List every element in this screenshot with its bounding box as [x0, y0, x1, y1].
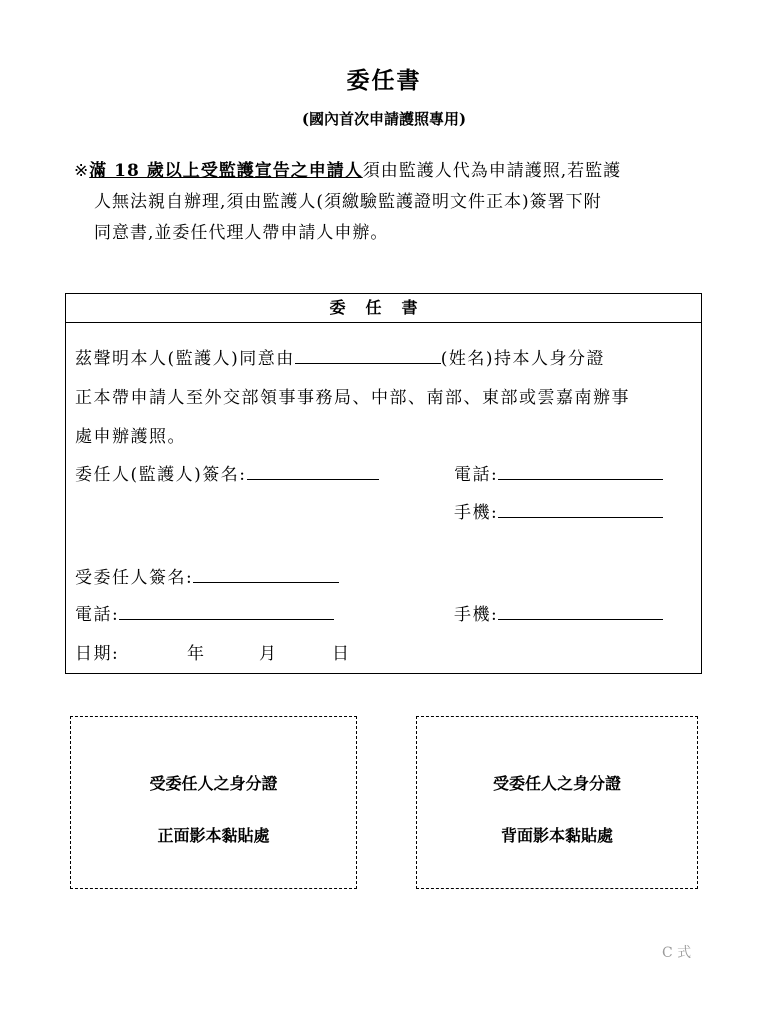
date-year-label: 年	[187, 644, 206, 664]
guardian-mobile-row	[454, 498, 663, 523]
guardian-mobile-blank[interactable]	[498, 500, 663, 518]
guardian-signature-label: 委任人(監護人)簽名:	[75, 465, 247, 485]
agent-signature-label: 受委任人簽名:	[75, 568, 194, 588]
consent-form-box	[65, 293, 702, 674]
guardian-phone-blank[interactable]	[498, 462, 663, 480]
document-title: 委任書	[346, 67, 422, 94]
id-front-paste-line-2: 正面影本黏貼處	[157, 826, 270, 845]
form-code-label: C 式	[662, 945, 692, 961]
notice-line-1-rest: 須由監護人代為申請護照,若監護	[362, 161, 622, 181]
statement-suffix: 持本人身分證	[494, 349, 606, 369]
date-day-label: 日	[332, 644, 351, 664]
notice-line-2: 人無法親自辦理,須由監護人(須繳驗監護證明文件正本)簽署下附	[94, 192, 602, 212]
agent-mobile-blank[interactable]	[498, 602, 663, 620]
statement-name-label: (姓名)	[440, 349, 495, 369]
agent-phone-blank[interactable]	[119, 602, 334, 620]
notice-line-1	[74, 161, 621, 181]
id-front-paste-line-1: 受委任人之身分證	[149, 774, 278, 793]
statement-line-1	[75, 344, 605, 369]
agent-phone-label: 電話:	[75, 605, 120, 625]
guardian-mobile-label: 手機:	[454, 503, 499, 523]
statement-line-2: 正本帶申請人至外交部領事事務局、中部、南部、東部或雲嘉南辦事	[75, 388, 630, 408]
id-back-paste-area	[416, 716, 698, 889]
id-back-paste-line-2: 背面影本黏貼處	[500, 826, 613, 845]
notice-paragraph	[74, 156, 702, 249]
document-subtitle: (國內首次申請護照專用)	[301, 110, 467, 128]
notice-mark: ※	[74, 161, 90, 181]
statement-prefix: 茲聲明本人(監護人)同意由	[75, 349, 295, 369]
notice-emphasis: 滿 18 歲以上受監護宣告之申請人	[89, 161, 363, 181]
date-month-label: 月	[259, 644, 278, 664]
guardian-signature-row	[75, 460, 379, 485]
agent-signature-blank[interactable]	[193, 565, 339, 583]
id-front-paste-area	[70, 716, 357, 889]
guardian-phone-row	[454, 460, 663, 485]
guardian-phone-label: 電話:	[454, 465, 499, 485]
agent-signature-row	[75, 563, 339, 588]
agent-name-blank[interactable]	[295, 346, 441, 364]
agent-mobile-label: 手機:	[454, 605, 499, 625]
agent-phone-row	[75, 600, 334, 625]
statement-line-3: 處申辦護照。	[75, 427, 186, 447]
guardian-signature-blank[interactable]	[247, 462, 379, 480]
id-back-paste-line-1: 受委任人之身分證	[492, 774, 621, 793]
notice-line-3: 同意書,並委任代理人帶申請人申辦。	[94, 223, 389, 243]
date-label: 日期:	[75, 644, 120, 664]
consent-form-header: 委任書	[66, 294, 701, 323]
agent-mobile-row	[454, 600, 663, 625]
